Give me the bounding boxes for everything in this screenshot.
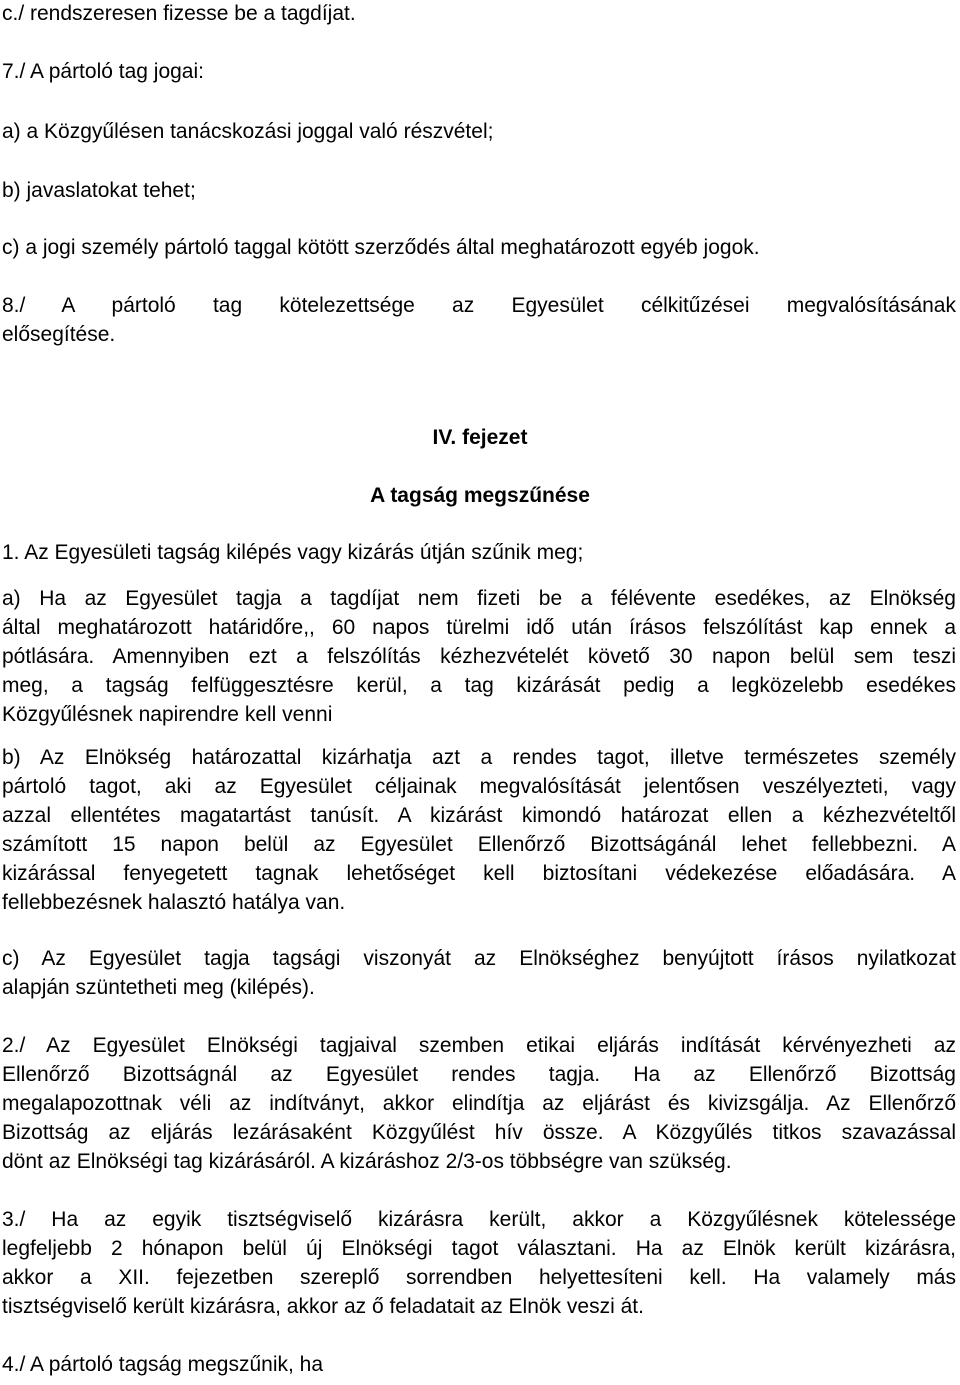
text-line: c) Az Egyesület tagja tagsági viszonyát az Elnökséghez benyújtott írásos nyilatkozat <box>2 947 956 970</box>
text-line: 3./ Ha az egyik tisztségviselő kizárásra került, akkor a Közgyűlésnek kötelessége <box>2 1208 956 1231</box>
text-line: megalapozottnak véli az indítványt, akkor elindítja az eljárást és kivizsgálja. Az Ellenőrző <box>2 1092 956 1115</box>
text-line: kizárással fenyegetett tagnak lehetőséget kell biztosítani védekezése előadására. A <box>2 862 956 885</box>
text-line: tisztségviselő került kizárásra, akkor az ő feladatait az Elnök veszi át. <box>2 1295 644 1318</box>
text-line: azzal ellentétes magatartást tanúsít. A kizárást kimondó határozat ellen a kézhezvételtől <box>2 804 956 827</box>
text-line: Közgyűlésnek napirendre kell venni <box>2 703 333 726</box>
text-line: legfeljebb 2 hónapon belül új Elnökségi tagot választani. Ha az Elnök került kizárásra, <box>2 1237 956 1260</box>
text-line: akkor a XII. fejezetben szereplő sorrendben helyettesíteni kell. Ha valamely más <box>2 1266 956 1289</box>
text-line: c) a jogi személy pártoló taggal kötött szerződés által meghatározott egyéb jogok. <box>2 236 760 259</box>
text-line: meg, a tagság felfüggesztésre kerül, a tag kizárását pedig a legközelebb esedékes <box>2 674 956 697</box>
text-line: a) a Közgyűlésen tanácskozási joggal való részvétel; <box>2 120 494 143</box>
text-line: számított 15 napon belül az Egyesület Ellenőrző Bizottságánál lehet fellebbezni. A <box>2 833 956 856</box>
text-line: b) javaslatokat tehet; <box>2 179 196 202</box>
text-line: 1. Az Egyesületi tagság kilépés vagy kizárás útján szűnik meg; <box>2 541 584 564</box>
chapter-title: A tagság megszűnése <box>370 484 590 507</box>
text-line: b) Az Elnökség határozattal kizárhatja azt a rendes tagot, illetve természetes személy <box>2 746 956 769</box>
text-line: dönt az Elnökségi tag kizárásáról. A kizáráshoz 2/3-os többségre van szükség. <box>2 1150 732 1173</box>
text-line: Ellenőrző Bizottságnál az Egyesület rendes tagja. Ha az Ellenőrző Bizottság <box>2 1063 956 1086</box>
chapter-number: IV. fejezet <box>432 426 528 449</box>
text-line: elősegítése. <box>2 323 116 346</box>
text-line: pótlására. Amennyiben ezt a felszólítás kézhezvételét követő 30 napon belül sem teszi <box>2 645 956 668</box>
text-line: c./ rendszeresen fizesse be a tagdíjat. <box>2 2 356 25</box>
text-line: pártoló tagot, aki az Egyesület céljainak megvalósítását jelentősen veszélyezteti, vagy <box>2 775 956 798</box>
text-line: 7./ A pártoló tag jogai: <box>2 60 204 83</box>
text-line: 2./ Az Egyesület Elnökségi tagjaival szemben etikai eljárás indítását kérvényezheti az <box>2 1034 956 1057</box>
text-line: által meghatározott határidőre,, 60 napos türelmi idő után írásos felszólítást kap ennek a <box>2 616 956 639</box>
text-line: alapján szüntetheti meg (kilépés). <box>2 976 315 999</box>
text-line: Bizottság az eljárás lezárásaként Közgyűlést hív össze. A Közgyűlés titkos szavazással <box>2 1121 956 1144</box>
text-line: fellebbezésnek halasztó hatálya van. <box>2 891 346 914</box>
text-line: 8./ A pártoló tag kötelezettsége az Egyesület célkitűzései megvalósításának <box>2 294 956 317</box>
text-line: a) Ha az Egyesület tagja a tagdíjat nem fizeti be a félévente esedékes, az Elnökség <box>2 587 956 610</box>
text-line: 4./ A pártoló tagság megszűnik, ha <box>2 1353 324 1376</box>
